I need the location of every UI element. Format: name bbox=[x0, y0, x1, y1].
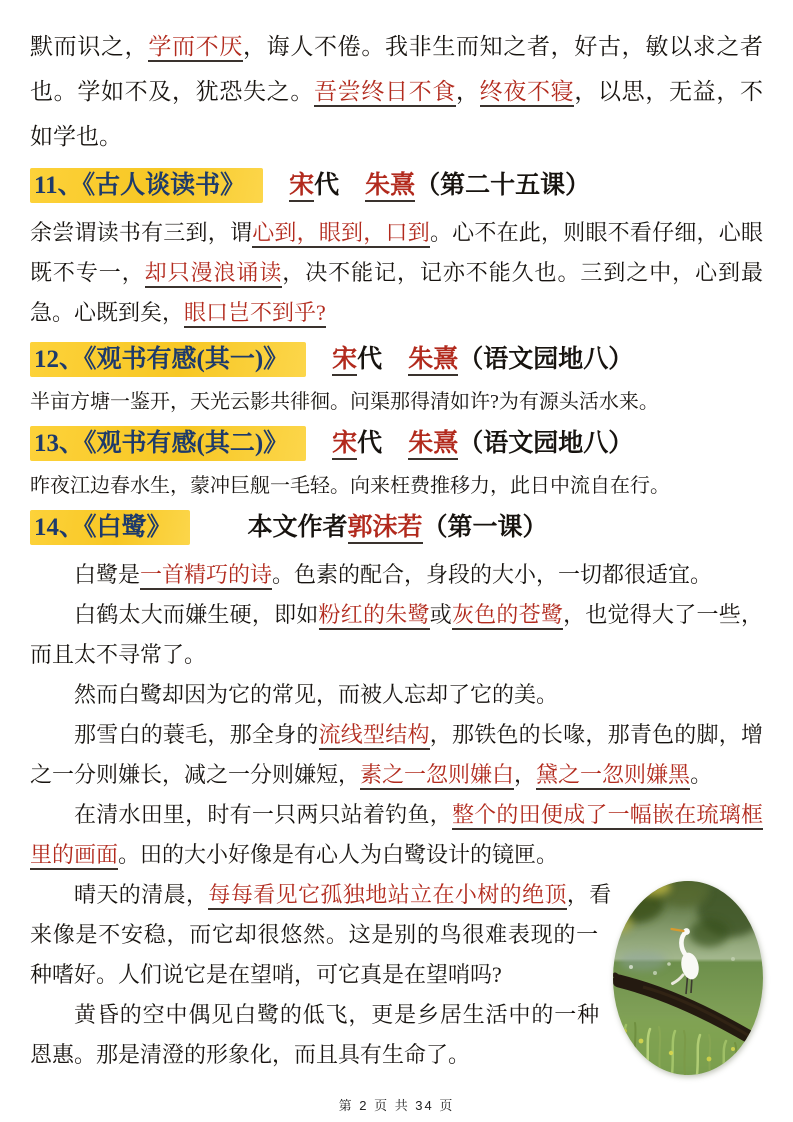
text-run: 。田的大小好像是有心人为白鹭设计的镜匣。 bbox=[118, 842, 559, 867]
paragraph-lunyu bbox=[30, 24, 763, 159]
text-run: ，决不能记，记亦不能久也。三到之中，心到最急。心既到矣， bbox=[30, 260, 763, 325]
text-run: 白鹤太大而嫌生硬，即如 bbox=[74, 602, 319, 627]
egret-illustration bbox=[613, 881, 763, 1075]
author-prefix: 本文作者 bbox=[247, 514, 348, 541]
lesson-note: （第一课） bbox=[422, 514, 548, 541]
text-run: 。 bbox=[690, 762, 713, 787]
author-name: 郭沫若 bbox=[348, 514, 423, 544]
text-run: ，看来像是不安稳，而它却很悠然。这是别的鸟很难表现的一种嗜好。人们说它是在望哨，可它真是在望哨吗? bbox=[30, 882, 612, 987]
dynasty-label-rest: 代 bbox=[357, 346, 383, 373]
key-phrase: 终夜不寝 bbox=[480, 79, 575, 107]
author-name: 朱熹 bbox=[365, 172, 415, 202]
key-phrase: 每每看见它孤独地站立在小树的绝顶 bbox=[208, 882, 566, 910]
key-phrase: 一首精巧的诗 bbox=[140, 562, 272, 590]
key-phrase: 心到，眼到，口到 bbox=[252, 220, 430, 248]
egret-photo bbox=[613, 881, 763, 1075]
lesson-heading-14 bbox=[30, 509, 763, 547]
paragraph-bailu-1 bbox=[30, 555, 763, 595]
lesson-title-highlight: 11、《古人谈读书》 bbox=[30, 168, 263, 203]
key-phrase: 吾尝终日不食 bbox=[314, 79, 456, 107]
author-name: 朱熹 bbox=[408, 346, 458, 376]
text-run: ， bbox=[456, 79, 480, 104]
dynasty-label-rest: 代 bbox=[357, 430, 383, 457]
text-run: 晴天的清晨， bbox=[74, 882, 209, 907]
dynasty-label: 宋 bbox=[332, 430, 357, 460]
author-name: 朱熹 bbox=[408, 430, 458, 460]
key-phrase: 灰色的苍鹭 bbox=[452, 602, 563, 630]
poem-guanshu-1: 半亩方塘一鉴开，天光云影共徘徊。问渠那得清如许?为有源头活水来。 bbox=[30, 391, 659, 413]
paragraph-bailu-4 bbox=[30, 715, 763, 795]
text-run: 。心不在此，则眼不看仔细，心眼既不专一， bbox=[30, 220, 763, 285]
text-run: ，以思，无益，不如学也。 bbox=[30, 79, 764, 149]
key-phrase: 却只漫浪诵读 bbox=[145, 260, 283, 288]
lesson-note: （语文园地八） bbox=[458, 430, 634, 457]
paragraph-bailu-5 bbox=[30, 795, 763, 875]
dynasty-label-rest: 代 bbox=[314, 172, 340, 199]
key-phrase: 素之一忽则嫌白 bbox=[360, 762, 514, 790]
paragraph-bailu-3: 然而白鹭却因为它的常见，而被人忘却了它的美。 bbox=[74, 682, 559, 707]
lesson-note: （第二十五课） bbox=[415, 172, 591, 199]
lesson-heading-11 bbox=[30, 167, 763, 205]
poem-guanshu-2: 昨夜江边春水生，蒙冲巨舰一毛轻。向来枉费推移力，此日中流自在行。 bbox=[30, 475, 670, 497]
lesson-title-highlight: 13、《观书有感(其二)》 bbox=[30, 426, 306, 461]
key-phrase: 学而不厌 bbox=[148, 34, 243, 62]
lesson-heading-13 bbox=[30, 425, 763, 463]
text-run: 白鹭是 bbox=[74, 562, 141, 587]
text-run: 在清水田里，时有一只两只站着钓鱼， bbox=[74, 802, 452, 827]
text-run: ，诲人不倦。我非生而知之者，好古，敏以求之者也。学如不及，犹恐失之。 bbox=[30, 34, 764, 104]
key-phrase: 眼口岂不到乎? bbox=[184, 300, 326, 328]
paragraph-bailu-2 bbox=[30, 595, 763, 675]
key-phrase: 粉红的朱鹭 bbox=[319, 602, 430, 630]
lesson-title-highlight: 12、《观书有感(其一)》 bbox=[30, 342, 306, 377]
key-phrase: 流线型结构 bbox=[319, 722, 430, 750]
text-run: ，也觉得大了一些，而且太不寻常了。 bbox=[30, 602, 763, 667]
text-run: 那雪白的蓑毛，那全身的 bbox=[74, 722, 319, 747]
text-run: 或 bbox=[429, 602, 452, 627]
lesson-note: （语文园地八） bbox=[458, 346, 634, 373]
dynasty-label: 宋 bbox=[289, 172, 314, 202]
text-run: 余尝谓读书有三到，谓 bbox=[30, 220, 253, 245]
dynasty-label: 宋 bbox=[332, 346, 357, 376]
key-phrase: 黛之一忽则嫌黑 bbox=[536, 762, 690, 790]
paragraph-bailu-7: 黄昏的空中偶见白鹭的低飞，更是乡居生活中的一种恩惠。那是清澄的形象化，而且具有生命了。 bbox=[30, 1002, 600, 1067]
lesson-heading-12 bbox=[30, 341, 763, 379]
text-run: 。色素的配合，身段的大小，一切都很适宜。 bbox=[272, 562, 713, 587]
lesson-title-highlight: 14、《白鹭》 bbox=[30, 510, 190, 545]
text-run: ，那铁色的长喙，那青色的脚，增之一分则嫌长，减之一分则嫌短， bbox=[30, 722, 763, 787]
text-run: ， bbox=[514, 762, 537, 787]
paragraph-dushu bbox=[30, 213, 763, 333]
text-run: 默而识之， bbox=[30, 34, 149, 59]
key-phrase: 整个的田便成了一幅嵌在琉璃框里的画面 bbox=[30, 802, 763, 870]
page-footer: 第 2 页 共 34 页 bbox=[338, 1098, 455, 1113]
